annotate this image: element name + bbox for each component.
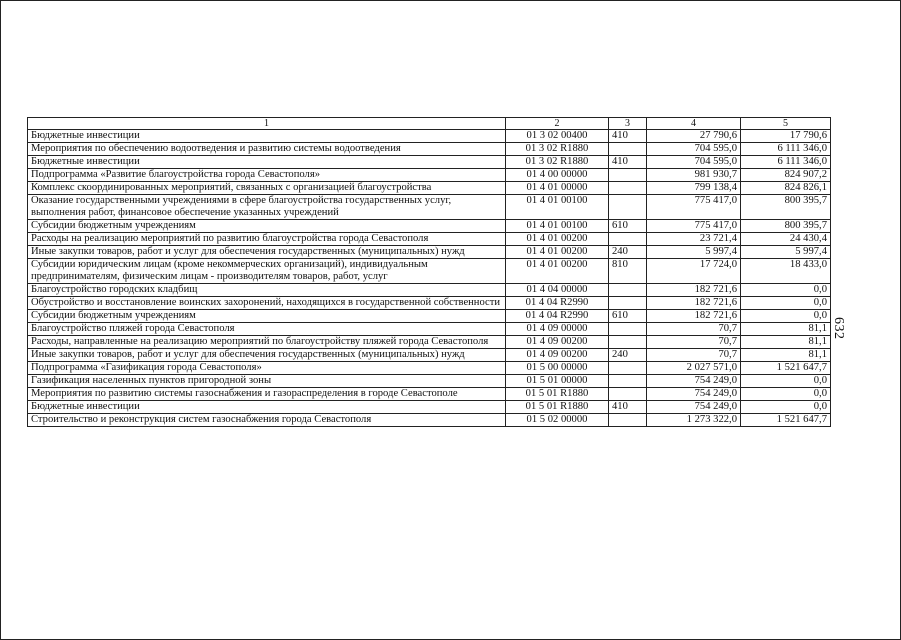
amount-year-1-cell: 182 721,6 [647,310,741,323]
expense-type-cell [609,375,647,388]
expense-type-cell [609,182,647,195]
amount-year-1-cell: 182 721,6 [647,297,741,310]
table-row [28,143,831,156]
expense-type-cell [609,143,647,156]
target-code-cell: 01 5 01 R1880 [506,388,609,401]
target-code-cell: 01 5 00 00000 [506,362,609,375]
expense-type-cell [609,169,647,182]
amount-year-2-cell: 800 395,7 [741,195,831,220]
amount-year-1-cell: 23 721,4 [647,233,741,246]
amount-year-2-cell: 81,1 [741,349,831,362]
header-cell-3: 3 [609,118,647,130]
amount-year-1-cell: 70,7 [647,336,741,349]
item-name-cell: Обустройство и восстановление воинских захоронений, находящихся в государственной собственности [28,297,506,310]
page-number: 632 [831,317,846,340]
item-name-cell: Субсидии бюджетным учреждениям [28,220,506,233]
amount-year-2-cell: 6 111 346,0 [741,143,831,156]
expense-type-cell: 240 [609,349,647,362]
amount-year-1-cell: 1 273 322,0 [647,414,741,427]
table-row [28,323,831,336]
table-row [28,310,831,323]
table-row [28,388,831,401]
budget-table-body [28,118,831,427]
item-name-cell: Иные закупки товаров, работ и услуг для обеспечения государственных (муниципальных) нужд [28,349,506,362]
target-code-cell: 01 4 04 R2990 [506,297,609,310]
target-code-cell: 01 3 02 R1880 [506,156,609,169]
target-code-cell: 01 4 09 00200 [506,349,609,362]
amount-year-1-cell: 704 595,0 [647,156,741,169]
target-code-cell: 01 4 09 00200 [506,336,609,349]
item-name-cell: Благоустройство городских кладбищ [28,284,506,297]
table-row [28,401,831,414]
target-code-cell: 01 3 02 R1880 [506,143,609,156]
table-row [28,362,831,375]
amount-year-1-cell: 182 721,6 [647,284,741,297]
amount-year-2-cell: 0,0 [741,310,831,323]
amount-year-2-cell: 0,0 [741,284,831,297]
amount-year-2-cell: 0,0 [741,388,831,401]
item-name-cell: Бюджетные инвестиции [28,130,506,143]
table-row [28,220,831,233]
header-cell-4: 4 [647,118,741,130]
target-code-cell: 01 4 04 R2990 [506,310,609,323]
expense-type-cell [609,195,647,220]
item-name-cell: Субсидии бюджетным учреждениям [28,310,506,323]
item-name-cell: Подпрограмма «Развитие благоустройства города Севастополя» [28,169,506,182]
header-cell-5: 5 [741,118,831,130]
amount-year-2-cell: 81,1 [741,323,831,336]
amount-year-1-cell: 704 595,0 [647,143,741,156]
amount-year-1-cell: 775 417,0 [647,220,741,233]
target-code-cell: 01 4 01 00200 [506,246,609,259]
amount-year-1-cell: 5 997,4 [647,246,741,259]
amount-year-2-cell: 824 826,1 [741,182,831,195]
item-name-cell: Расходы на реализацию мероприятий по развитию благоустройства города Севастополя [28,233,506,246]
amount-year-2-cell: 0,0 [741,297,831,310]
amount-year-2-cell: 1 521 647,7 [741,362,831,375]
amount-year-2-cell: 17 790,6 [741,130,831,143]
table-row [28,259,831,284]
expense-type-cell [609,362,647,375]
amount-year-1-cell: 775 417,0 [647,195,741,220]
amount-year-1-cell: 17 724,0 [647,259,741,284]
table-row [28,297,831,310]
amount-year-2-cell: 824 907,2 [741,169,831,182]
expense-type-cell [609,336,647,349]
table-row [28,336,831,349]
expense-type-cell [609,233,647,246]
amount-year-1-cell: 754 249,0 [647,388,741,401]
amount-year-2-cell: 1 521 647,7 [741,414,831,427]
amount-year-1-cell: 2 027 571,0 [647,362,741,375]
target-code-cell: 01 4 04 00000 [506,284,609,297]
table-row [28,195,831,220]
table-row [28,284,831,297]
table-row [28,130,831,143]
table-row [28,182,831,195]
item-name-cell: Бюджетные инвестиции [28,401,506,414]
target-code-cell: 01 4 00 00000 [506,169,609,182]
expense-type-cell: 240 [609,246,647,259]
header-cell-2: 2 [506,118,609,130]
amount-year-2-cell: 81,1 [741,336,831,349]
table-row [28,414,831,427]
item-name-cell: Оказание государственными учреждениями в сфере благоустройства государственных услуг, выполнения работ, финансовое обеспечение указанных учреждений [28,195,506,220]
expense-type-cell [609,297,647,310]
item-name-cell: Комплекс скоординированных мероприятий, связанных с организацией благоустройства [28,182,506,195]
amount-year-1-cell: 981 930,7 [647,169,741,182]
expense-type-cell [609,284,647,297]
target-code-cell: 01 4 01 00100 [506,195,609,220]
item-name-cell: Мероприятия по развитию системы газоснабжения и газораспределения в городе Севастополе [28,388,506,401]
header-cell-1: 1 [28,118,506,130]
target-code-cell: 01 5 02 00000 [506,414,609,427]
item-name-cell: Газификация населенных пунктов пригородной зоны [28,375,506,388]
target-code-cell: 01 4 09 00000 [506,323,609,336]
table-row [28,349,831,362]
item-name-cell: Бюджетные инвестиции [28,156,506,169]
target-code-cell: 01 4 01 00200 [506,233,609,246]
amount-year-1-cell: 70,7 [647,349,741,362]
item-name-cell: Благоустройство пляжей города Севастополя [28,323,506,336]
amount-year-2-cell: 18 433,0 [741,259,831,284]
amount-year-2-cell: 0,0 [741,375,831,388]
expense-type-cell: 610 [609,220,647,233]
amount-year-2-cell: 6 111 346,0 [741,156,831,169]
amount-year-2-cell: 24 430,4 [741,233,831,246]
budget-table [27,117,831,427]
item-name-cell: Подпрограмма «Газификация города Севастополя» [28,362,506,375]
table-row [28,233,831,246]
item-name-cell: Иные закупки товаров, работ и услуг для обеспечения государственных (муниципальных) нужд [28,246,506,259]
amount-year-2-cell: 5 997,4 [741,246,831,259]
item-name-cell: Расходы, направленные на реализацию мероприятий по благоустройству пляжей города Севастополя [28,336,506,349]
target-code-cell: 01 3 02 00400 [506,130,609,143]
amount-year-1-cell: 27 790,6 [647,130,741,143]
amount-year-1-cell: 70,7 [647,323,741,336]
amount-year-2-cell: 0,0 [741,401,831,414]
target-code-cell: 01 5 01 00000 [506,375,609,388]
target-code-cell: 01 4 01 00100 [506,220,609,233]
expense-type-cell [609,323,647,336]
table-row [28,375,831,388]
expense-type-cell: 610 [609,310,647,323]
amount-year-1-cell: 754 249,0 [647,401,741,414]
expense-type-cell: 810 [609,259,647,284]
amount-year-1-cell: 754 249,0 [647,375,741,388]
expense-type-cell [609,414,647,427]
item-name-cell: Строительство и реконструкция систем газоснабжения города Севастополя [28,414,506,427]
item-name-cell: Мероприятия по обеспечению водоотведения и развитию системы водоотведения [28,143,506,156]
target-code-cell: 01 4 01 00000 [506,182,609,195]
expense-type-cell [609,388,647,401]
amount-year-1-cell: 799 138,4 [647,182,741,195]
target-code-cell: 01 4 01 00200 [506,259,609,284]
amount-year-2-cell: 800 395,7 [741,220,831,233]
table-row [28,246,831,259]
target-code-cell: 01 5 01 R1880 [506,401,609,414]
table-row [28,156,831,169]
expense-type-cell: 410 [609,130,647,143]
expense-type-cell: 410 [609,156,647,169]
table-row [28,169,831,182]
header-row [28,118,831,130]
item-name-cell: Субсидии юридическим лицам (кроме некоммерческих организаций), индивидуальным предпринимателям, физическим лицам - производителям товаров, работ, услуг [28,259,506,284]
expense-type-cell: 410 [609,401,647,414]
